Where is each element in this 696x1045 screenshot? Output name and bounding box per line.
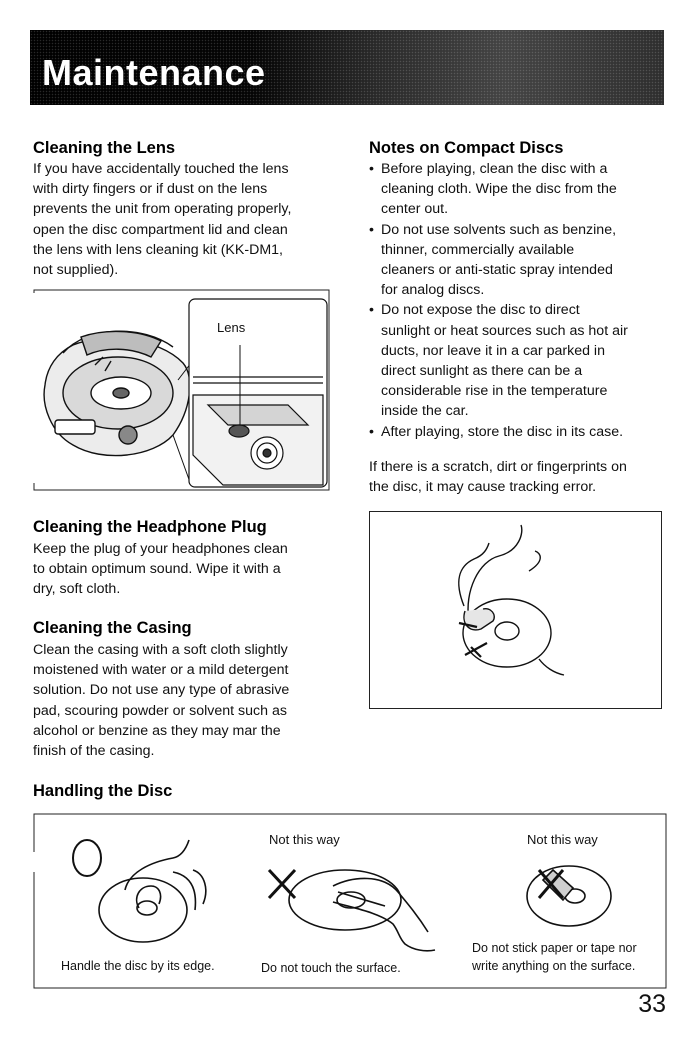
notes-list — [369, 159, 628, 442]
page-number: 33 — [638, 990, 666, 1018]
wipe-disc-illustration — [369, 511, 663, 711]
casing-heading: Cleaning the Casing — [33, 619, 192, 637]
section-banner — [30, 30, 664, 105]
casing-paragraph: Clean the casing with a soft cloth slightly moistened with water or a mild detergent solution. Do not use any type of abrasive pad, scouring powder or solvent such as alcohol or benzine as they may mar the finish of the casing. — [33, 642, 290, 760]
lens-illustration — [33, 285, 331, 493]
incorrect-sticker-illustration — [527, 866, 611, 926]
lens-zoom-inset — [189, 299, 327, 487]
notes-heading: Notes on Compact Discs — [369, 139, 564, 157]
lens-paragraph: If you have accidentally touched the lens with dirty fingers or if dust on the lens prevents the unit from operating properly, open the disc compartment lid and clean the lens with lens cleaning kit (KK-DM1, not supplied). — [33, 161, 292, 279]
lens-label: Lens — [217, 320, 246, 335]
plug-heading: Cleaning the Headphone Plug — [33, 518, 267, 536]
incorrect-touch-surface-illustration — [269, 870, 435, 951]
cd-player-illustration — [44, 331, 190, 455]
ok-caption: Handle the disc by its edge. — [61, 959, 215, 973]
bad2-caption-line2: write anything on the surface. — [472, 959, 636, 973]
page-title: Maintenance — [42, 52, 266, 93]
bad1-caption: Do not touch the surface. — [261, 961, 401, 975]
correct-handling-illustration — [73, 840, 206, 942]
bad2-caption-line1: Do not stick paper or tape nor — [472, 941, 637, 955]
plug-paragraph: Keep the plug of your headphones clean to obtain optimum sound. Wipe it with a dry, soft cloth. — [33, 541, 288, 598]
list-item: • Do not expose the disc to direct sunlight or heat sources such as hot air ducts, nor leave it in a car parked in direct sunlight as there can be a considerable rise in the temperature inside the car. — [369, 300, 628, 421]
bad2-top-caption: Not this way — [527, 832, 598, 847]
lens-heading: Cleaning the Lens — [33, 139, 176, 157]
bad1-top-caption: Not this way — [269, 832, 340, 847]
list-item: • Before playing, clean the disc with a cleaning cloth. Wipe the disc from the center out. — [369, 159, 628, 220]
handling-heading: Handling the Disc — [33, 782, 173, 800]
list-item: • After playing, store the disc in its case. — [369, 422, 628, 442]
list-item: • Do not use solvents such as benzine, thinner, commercially available cleaners or anti-static spray intended for analog discs. — [369, 220, 628, 301]
scratch-paragraph: If there is a scratch, dirt or fingerprints on the disc, it may cause tracking error. — [369, 459, 627, 496]
